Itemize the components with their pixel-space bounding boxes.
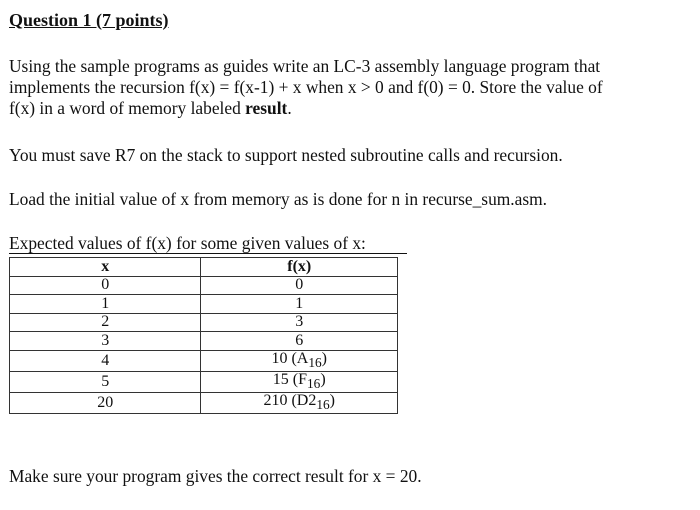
table-row — [10, 295, 398, 314]
cell-fx — [201, 392, 398, 413]
instructions-paragraph — [9, 56, 603, 119]
cell-fx — [201, 350, 398, 371]
cell-fx-close: ) — [321, 349, 327, 367]
final-note-paragraph: Make sure your program gives the correct result for x = 20. — [9, 466, 422, 486]
table-caption: Expected values of f(x) for some given values of x: — [9, 233, 366, 253]
expected-values-table — [9, 257, 398, 414]
caption-underline — [9, 253, 407, 254]
table-header-row — [10, 258, 398, 277]
cell-fx-value: 1 — [295, 294, 304, 312]
instructions-line-2: implements the recursion f(x) = f(x-1) + x when x > 0 and f(0) = 0. Store the value of — [9, 77, 603, 97]
cell-fx-value: 6 — [295, 331, 304, 349]
cell-x: 5 — [10, 371, 201, 392]
header-fx: f(x) — [201, 258, 398, 277]
cell-x: 4 — [10, 350, 201, 371]
instructions-line-3-text: f(x) in a word of memory labeled — [9, 98, 246, 118]
header-x: x — [10, 258, 201, 277]
table-row — [10, 332, 398, 351]
table-row — [10, 392, 398, 413]
table-row — [10, 371, 398, 392]
result-label: result — [245, 98, 288, 118]
cell-fx — [201, 371, 398, 392]
hex-subscript: 16 — [307, 375, 321, 391]
cell-fx — [201, 276, 398, 295]
cell-x: 1 — [10, 295, 201, 314]
stack-note-paragraph: You must save R7 on the stack to support nested subroutine calls and recursion. — [9, 145, 563, 165]
instructions-line-3 — [9, 98, 603, 119]
cell-fx — [201, 332, 398, 351]
cell-fx — [201, 295, 398, 314]
load-note-paragraph: Load the initial value of x from memory as is done for n in recurse_sum.asm. — [9, 189, 548, 209]
question-title: Question 1 (7 points) — [9, 10, 169, 30]
hex-subscript: 16 — [316, 397, 330, 413]
table-row — [10, 276, 398, 295]
cell-x: 2 — [10, 313, 201, 332]
table-row — [10, 350, 398, 371]
instructions-line-3-period: . — [287, 98, 292, 118]
cell-x: 0 — [10, 276, 201, 295]
hex-subscript: 16 — [308, 354, 322, 370]
cell-fx-value: 10 (A — [271, 349, 309, 367]
cell-x: 3 — [10, 332, 201, 351]
cell-fx-value: 15 (F — [272, 370, 308, 388]
cell-fx — [201, 313, 398, 332]
cell-x: 20 — [10, 392, 201, 413]
cell-fx-value: 3 — [295, 313, 304, 331]
cell-fx-close: ) — [329, 391, 335, 409]
cell-fx-close: ) — [320, 370, 326, 388]
table-row — [10, 313, 398, 332]
cell-fx-value: 210 (D2 — [263, 391, 317, 409]
instructions-line-1: Using the sample programs as guides write an LC-3 assembly language program that — [9, 56, 601, 76]
cell-fx-value: 0 — [295, 276, 304, 294]
